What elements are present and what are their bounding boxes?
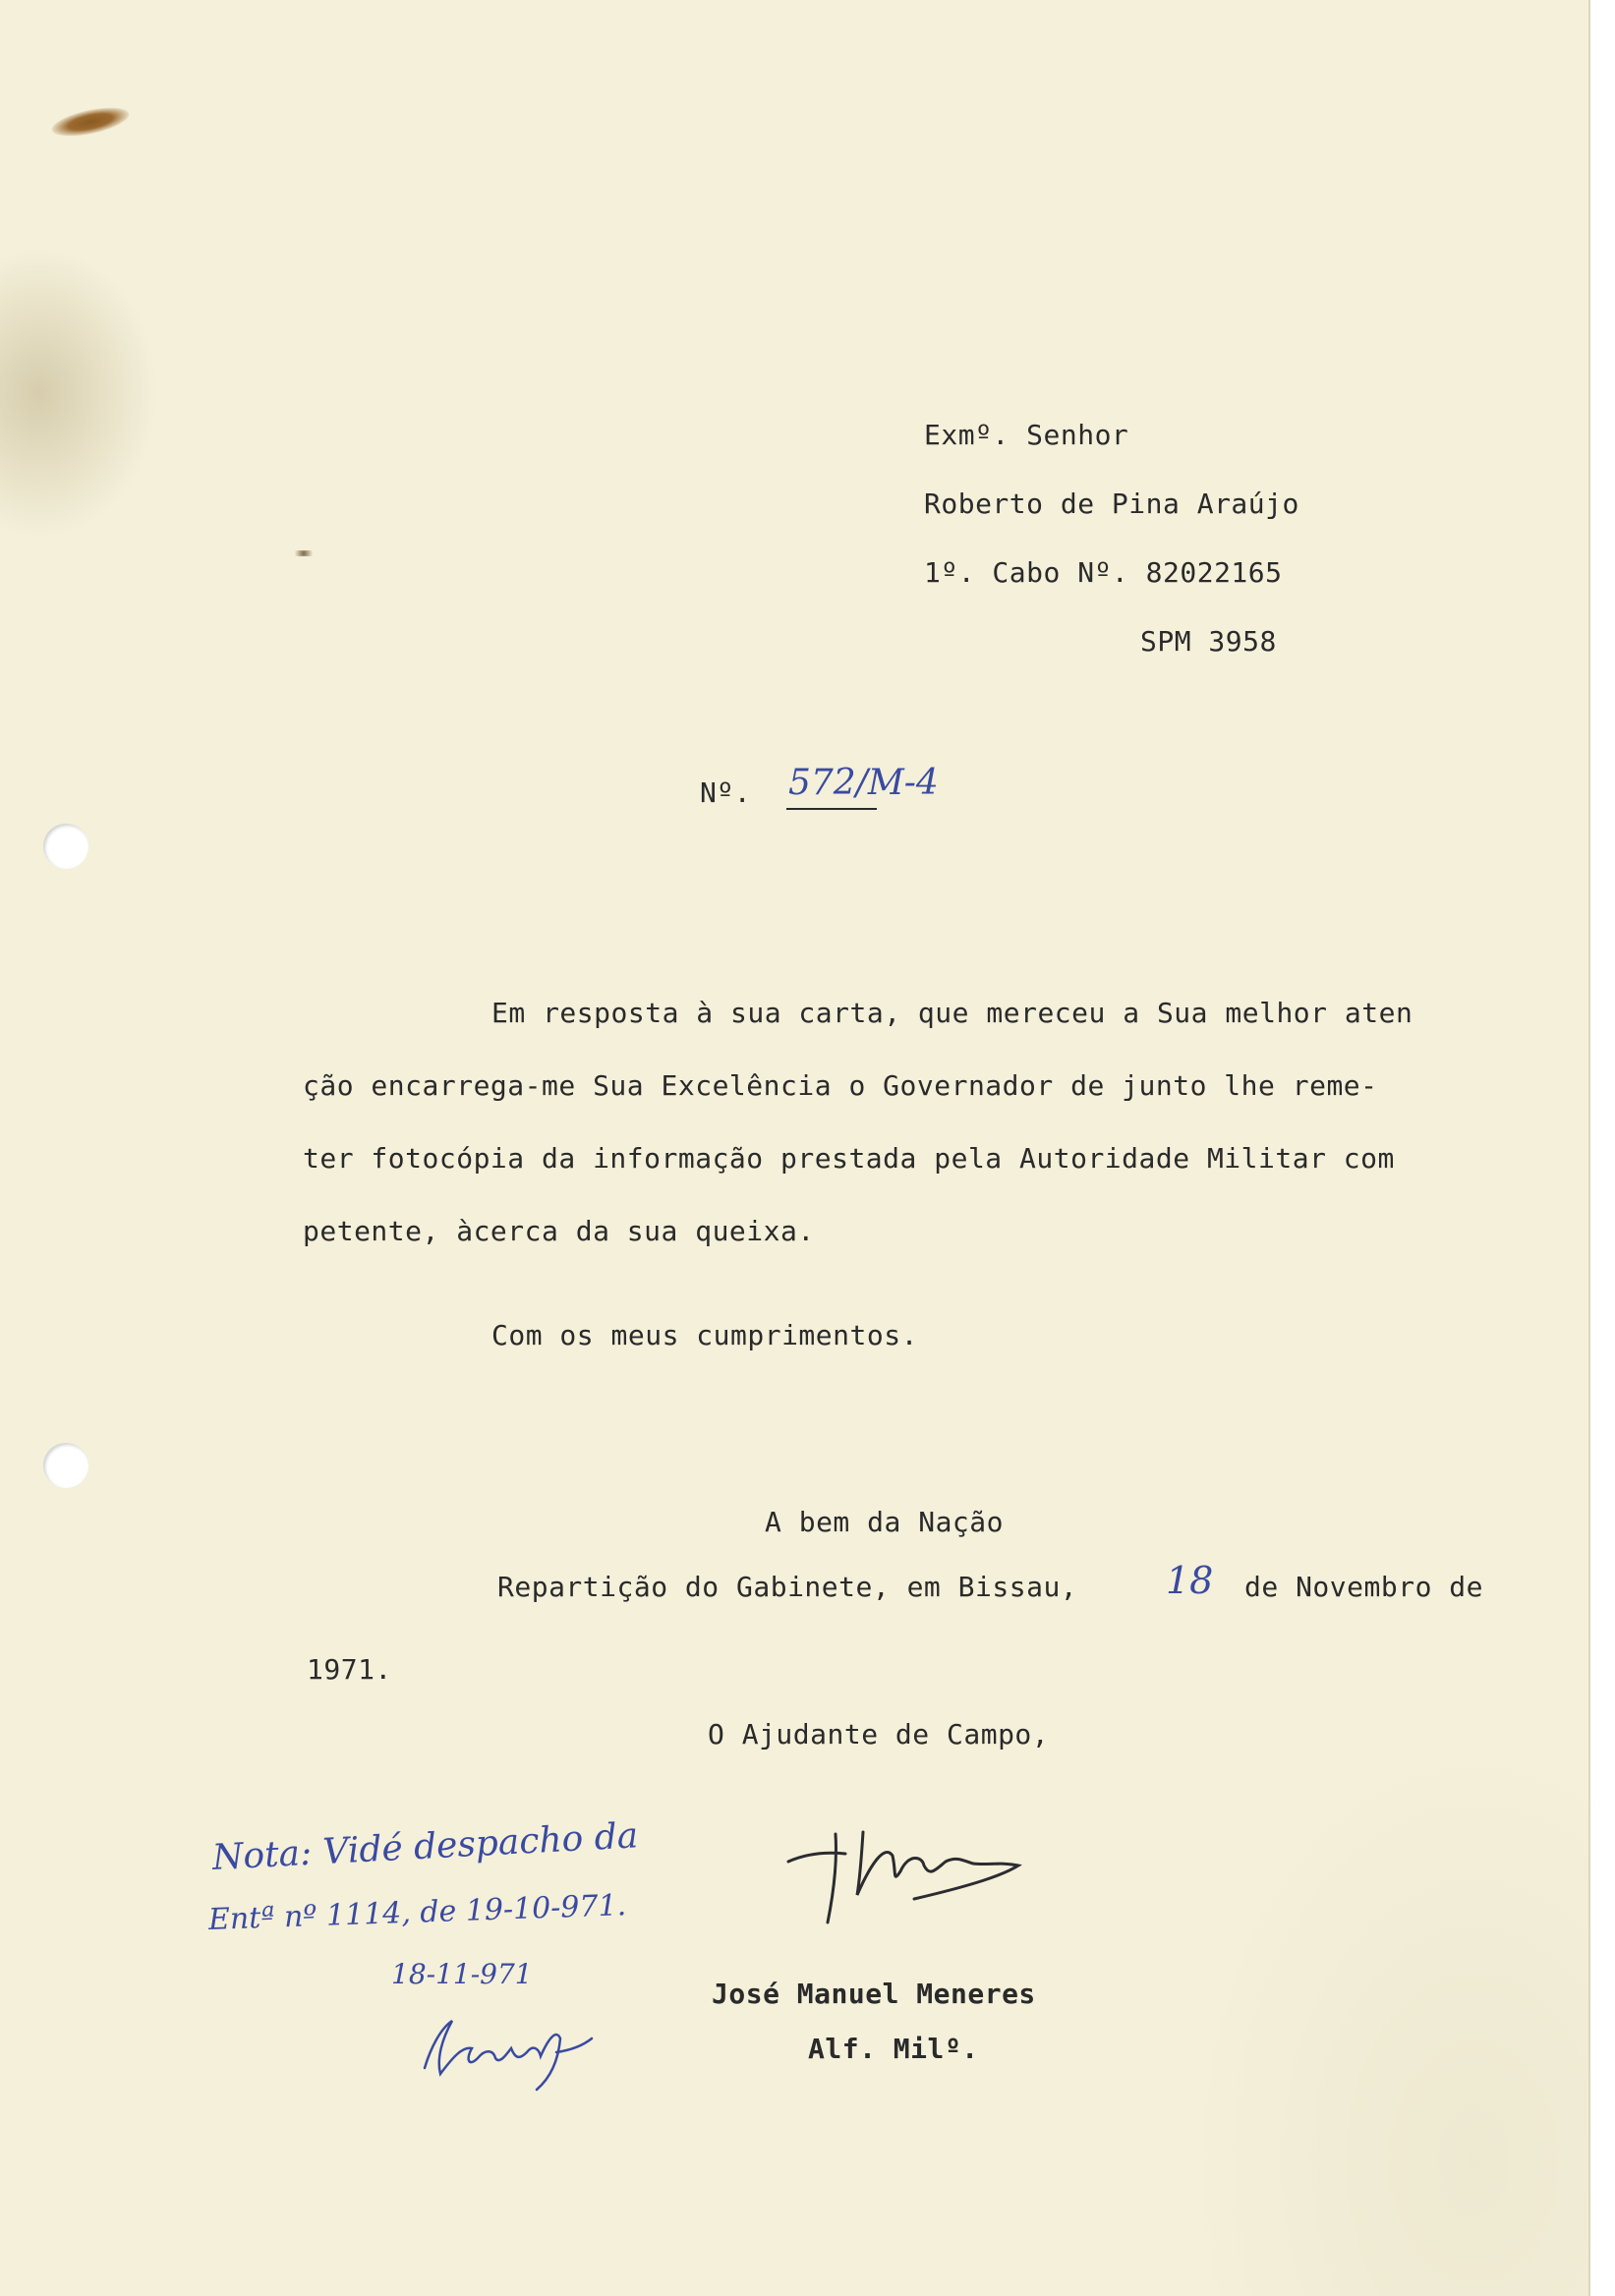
reference-prefix: Nº. <box>700 776 752 809</box>
body-line-1: Em resposta à sua carta, que mereceu a Sua melhor aten <box>491 997 1413 1029</box>
punch-hole-top <box>43 824 88 869</box>
recipient-spm: SPM 3958 <box>1140 625 1277 658</box>
body-line-3: ter fotocópia da informação prestada pela Autoridade Militar com <box>303 1142 1395 1175</box>
reference-number: 572/M-4 <box>788 763 939 803</box>
place-and-date-prefix: Repartição do Gabinete, em Bissau, <box>497 1571 1078 1603</box>
date-day: 18 <box>1166 1559 1214 1602</box>
date-month-year: de Novembro de <box>1244 1571 1484 1603</box>
motto: A bem da Nação <box>765 1506 1005 1538</box>
handwritten-note-line-2: Entª nº 1114, de 19-10-971. <box>207 1888 627 1937</box>
handwritten-initials-signature <box>413 1999 609 2097</box>
signature <box>777 1805 1071 1932</box>
recipient-name: Roberto de Pina Araújo <box>924 488 1299 520</box>
punch-hole-bottom <box>43 1443 88 1488</box>
closing-line: Com os meus cumprimentos. <box>491 1319 918 1351</box>
reference-underline <box>786 808 877 810</box>
recipient-salutation: Exmº. Senhor <box>924 419 1129 451</box>
body-line-4: petente, àcerca da sua queixa. <box>303 1215 815 1247</box>
date-year: 1971. <box>307 1653 392 1686</box>
signer-name: José Manuel Meneres <box>712 1978 1036 2010</box>
signer-rank: Alf. Milº. <box>808 2033 979 2065</box>
ink-speck <box>291 550 317 556</box>
handwritten-note-line-1: Nota: Vidé despacho da <box>210 1815 640 1878</box>
handwritten-note-date: 18-11-971 <box>391 1958 533 1990</box>
signer-role: O Ajudante de Campo, <box>708 1718 1050 1751</box>
rust-stain <box>49 102 131 142</box>
body-line-2: ção encarrega-me Sua Excelência o Governador de junto lhe reme- <box>303 1069 1378 1102</box>
recipient-rank: 1º. Cabo Nº. 82022165 <box>924 556 1283 589</box>
